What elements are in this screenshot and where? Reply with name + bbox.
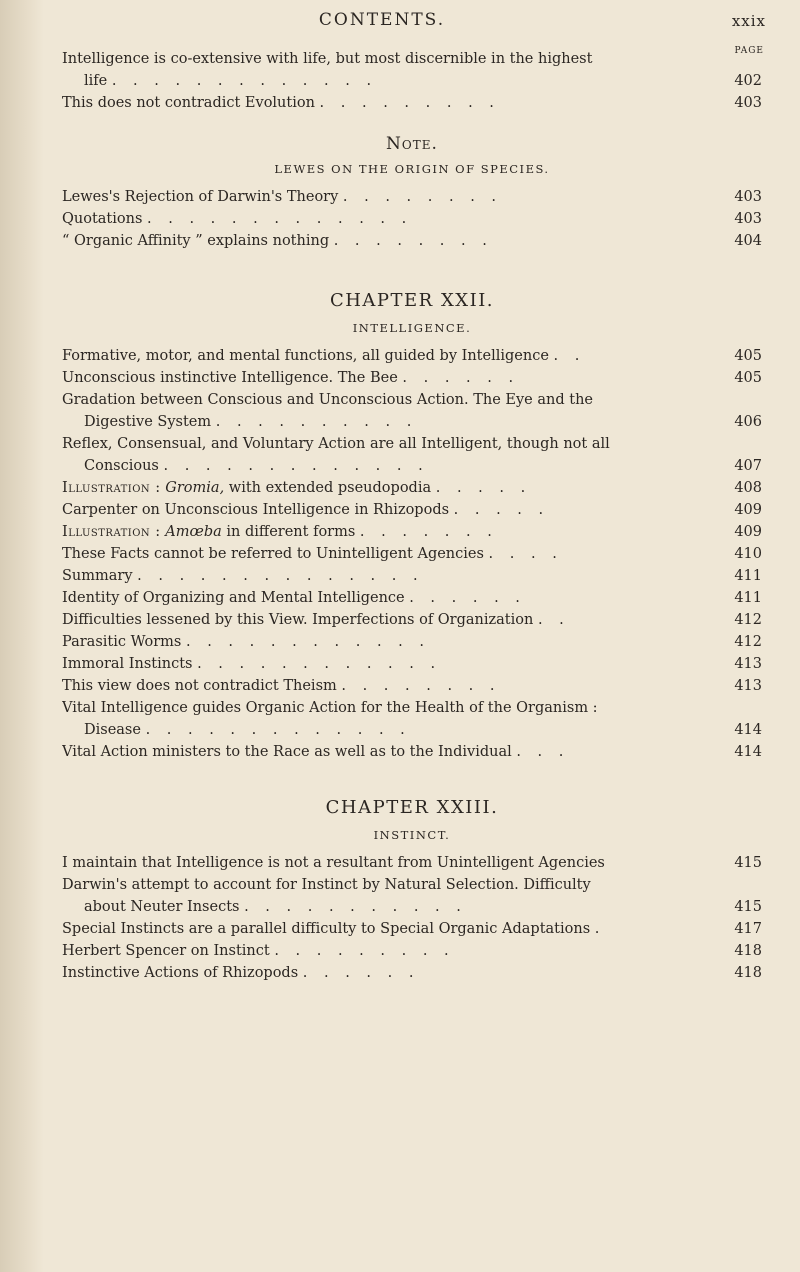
chapter-subtitle: INSTINCT. <box>373 828 451 842</box>
entry-page: 413 <box>734 678 762 694</box>
toc-entry <box>62 675 762 697</box>
entry-text: “ Organic Affinity ” explains nothing <box>62 233 330 249</box>
entry-page: 408 <box>734 480 762 496</box>
illustration-label: Illustration : <box>62 480 161 496</box>
header-page-number: xxix <box>731 12 766 30</box>
entry-text: with extended pseudopodia <box>224 480 432 496</box>
toc-entry <box>62 521 762 543</box>
entry-page: 412 <box>734 612 762 628</box>
entry-page: 417 <box>734 921 762 937</box>
chapter-title: CHAPTER XXII. <box>329 290 495 311</box>
note-title: Note. <box>386 134 438 154</box>
toc-entry <box>62 631 762 653</box>
entry-page: 418 <box>734 965 762 981</box>
entry-page: 405 <box>734 348 762 364</box>
entry-text: Instinctive Actions of Rhizopods <box>62 965 299 981</box>
running-header <box>62 0 766 40</box>
entry-italic: Amœba <box>165 524 222 540</box>
entry-page: 411 <box>734 568 762 584</box>
leader-dots: . . . . . . <box>402 370 520 386</box>
entry-page: 413 <box>734 656 762 672</box>
entry-page: 414 <box>734 744 762 760</box>
entry-text: Quotations <box>62 211 143 227</box>
leader-dots: . . . . . . . . . . . . . <box>111 73 378 89</box>
page-edge-shadow <box>0 0 44 1272</box>
leader-dots: . . . . . . . . . <box>274 943 455 959</box>
entry-text: Immoral Instincts <box>62 656 193 672</box>
entry-text: These Facts cannot be referred to Unintelligent Agencies <box>62 546 484 562</box>
entry-page: 403 <box>734 189 762 205</box>
leader-dots: . . <box>537 612 570 628</box>
entry-text: Intelligence is co-extensive with life, but most discernible in the highest <box>62 51 593 67</box>
toc-entry <box>62 940 762 962</box>
entry-text: Vital Intelligence guides Organic Action for the Health of the Organism : <box>62 700 598 716</box>
entry-text: Darwin's attempt to account for Instinct by Natural Selection. Difficulty <box>62 877 591 893</box>
leader-dots: . . . . . . . . . . . . . <box>163 458 429 474</box>
leader-dots: . . . . . . . . . . . . . . <box>137 568 424 584</box>
entry-page: 415 <box>734 855 762 871</box>
leader-dots: . . . . . . . . . . . . . <box>147 211 413 227</box>
leader-dots: . . . . . . . . . . . . <box>185 634 430 650</box>
leader-dots: . . . . . . . . <box>333 233 493 249</box>
leader-dots: . . . . . . . . . <box>319 95 500 111</box>
toc-entry <box>62 367 762 389</box>
entry-page: 418 <box>734 943 762 959</box>
leader-dots: . . . . . <box>435 480 532 496</box>
entry-text-cont: Conscious <box>84 458 159 474</box>
leader-dots: . . . . . . . <box>359 524 498 540</box>
toc-entry <box>62 653 762 675</box>
chapter-title: CHAPTER XXIII. <box>325 797 499 818</box>
entry-text: Reflex, Consensual, and Voluntary Action are all Intelligent, though not all <box>62 436 610 452</box>
entry-text: Identity of Organizing and Mental Intelligence <box>62 590 405 606</box>
toc-entry <box>62 962 762 984</box>
entry-text-cont: about Neuter Insects <box>84 899 240 915</box>
note-subtitle: LEWES ON THE ORIGIN OF SPECIES. <box>274 162 550 176</box>
entry-text: Lewes's Rejection of Darwin's Theory <box>62 189 339 205</box>
entry-text: This view does not contradict Theism <box>62 678 337 694</box>
entry-text: This does not contradict Evolution <box>62 95 315 111</box>
toc-entry <box>62 609 762 631</box>
toc-entry <box>62 92 762 114</box>
entry-page: 409 <box>734 524 762 540</box>
illustration-label: Illustration : <box>62 524 161 540</box>
entry-page: 407 <box>734 458 762 474</box>
leader-dots: . . . . . . . . . . <box>215 414 418 430</box>
toc-entry <box>62 587 762 609</box>
leader-dots: . . . . . . . . <box>341 678 501 694</box>
toc-entry <box>62 565 762 587</box>
toc-entry <box>62 852 762 874</box>
entry-text: Unconscious instinctive Intelligence. The Bee <box>62 370 398 386</box>
toc-entry <box>62 499 762 521</box>
leader-dots: . . . <box>516 744 570 760</box>
leader-dots: . . . . . . . . . . . . <box>197 656 442 672</box>
entry-text-cont: life <box>84 73 108 89</box>
entry-page: 404 <box>734 233 762 249</box>
entry-page: 406 <box>734 414 762 430</box>
toc-entry <box>62 345 762 367</box>
leader-dots: . . . . . . . . <box>342 189 503 205</box>
entry-text: Special Instincts are a parallel difficulty to Special Organic Adaptations <box>62 921 591 937</box>
entry-text: Gradation between Conscious and Unconscious Action. The Eye and the <box>62 392 593 408</box>
entry-text: Difficulties lessened by this View. Imperfections of Organization <box>62 612 534 628</box>
toc-entry <box>62 230 762 252</box>
leader-dots: . . . . . <box>453 502 550 518</box>
entry-page: 412 <box>734 634 762 650</box>
leader-dots: . . . . . . <box>302 965 420 981</box>
toc-entry <box>62 389 762 433</box>
entry-text-cont: Digestive System <box>84 414 212 430</box>
toc-entry <box>62 477 762 499</box>
page-column-label: PAGE <box>734 46 764 56</box>
entry-text: Formative, motor, and mental functions, all guided by Intelligence <box>62 348 549 364</box>
entry-text: Summary <box>62 568 133 584</box>
entry-text-cont: Disease <box>84 722 141 738</box>
toc-entry <box>62 697 762 741</box>
contents-page <box>62 0 766 984</box>
leader-dots: . . . . <box>488 546 563 562</box>
entry-page: 411 <box>734 590 762 606</box>
header-title: CONTENTS. <box>318 10 446 30</box>
entry-page: 403 <box>734 211 762 227</box>
toc-entry <box>62 918 762 940</box>
entry-text: Vital Action ministers to the Race as well as to the Individual <box>62 744 512 760</box>
toc-entry <box>62 543 762 565</box>
leader-dots: . . . . . . . . . . . . . <box>145 722 411 738</box>
entry-page: 403 <box>734 95 762 111</box>
leader-dots: . . <box>553 348 586 364</box>
toc-entry <box>62 48 762 92</box>
entry-page: 402 <box>734 73 762 89</box>
entry-text: in different forms <box>221 524 356 540</box>
entry-page: 414 <box>734 722 762 738</box>
entry-italic: Gromia, <box>165 480 225 496</box>
entry-page: 405 <box>734 370 762 386</box>
entry-text: Herbert Spencer on Instinct <box>62 943 270 959</box>
toc-entry <box>62 208 762 230</box>
entry-page: 409 <box>734 502 762 518</box>
entry-text: Parasitic Worms <box>62 634 182 650</box>
entry-page: 415 <box>734 899 762 915</box>
entry-page: 410 <box>734 546 762 562</box>
entry-text: I maintain that Intelligence is not a resultant from Unintelligent Agencies <box>62 855 605 871</box>
entry-text: Carpenter on Unconscious Intelligence in Rhizopods <box>62 502 450 518</box>
leader-dots: . <box>594 921 606 937</box>
leader-dots: . . . . . . . . . . . <box>244 899 467 915</box>
chapter-subtitle: INTELLIGENCE. <box>352 321 472 335</box>
leader-dots: . . . . . . <box>409 590 526 606</box>
toc-entry <box>62 433 762 477</box>
toc-entry <box>62 186 762 208</box>
toc-entry <box>62 874 762 918</box>
toc-entry <box>62 741 762 763</box>
